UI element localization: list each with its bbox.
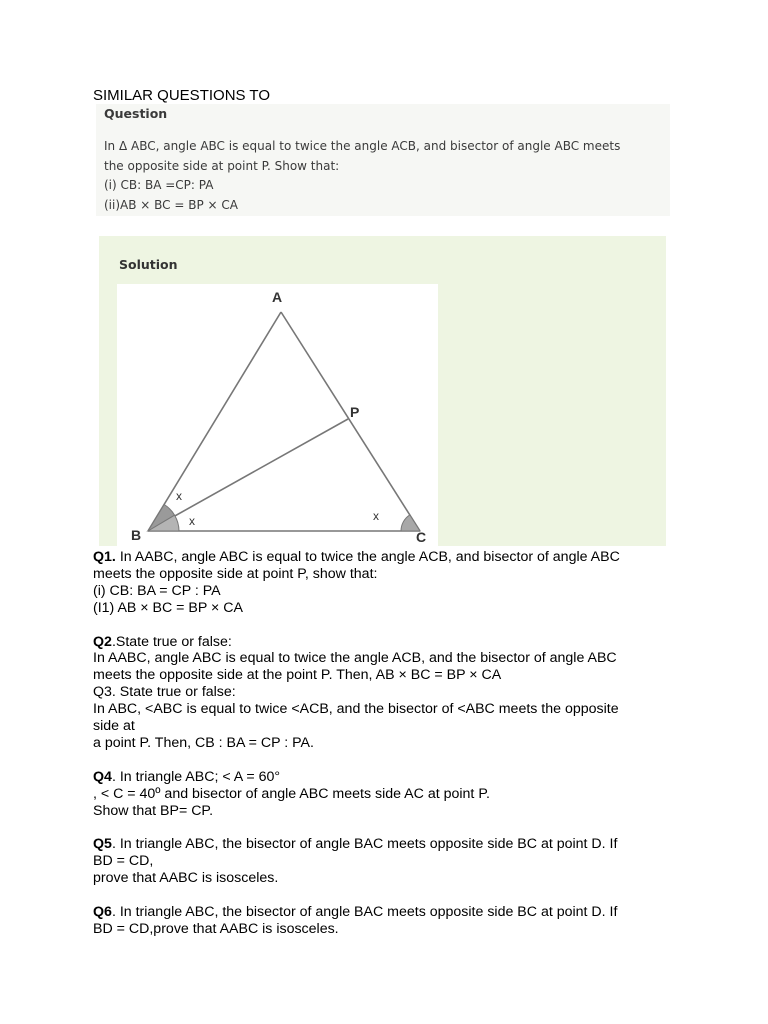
solution-image [99, 236, 666, 546]
question-line: (i) CB: BA =CP: PA [104, 178, 214, 192]
point-p-label: P [350, 404, 360, 420]
q4-text: . In triangle ABC; < A = 60° [111, 768, 281, 785]
q1-line [93, 549, 733, 566]
q3-line: side at [93, 718, 135, 735]
q4-line: Show that BP= CP. [93, 802, 214, 819]
question-text [104, 137, 670, 215]
vertex-a-label: A [272, 289, 283, 305]
q1-line: (i) CB: BA = CP : PA [93, 582, 221, 599]
q2-line: meets the opposite side at the point P. Then, AB × BC = BP × CA [93, 667, 502, 684]
q3-line: Q3. State true or false: [93, 684, 236, 701]
angle-x-label: x [176, 489, 182, 503]
q2-line: In AABC, angle ABC is equal to twice the angle ACB, and the bisector of angle ABC [93, 650, 617, 667]
vertex-b-label: B [131, 527, 142, 543]
question-title: Question [104, 106, 168, 121]
q4-number: Q4 [93, 768, 112, 785]
q5-number: Q5 [93, 836, 112, 853]
q4-line [93, 769, 733, 786]
q1-line: (I1) AB × BC = BP × CA [93, 599, 243, 616]
vertex-c-label: C [416, 529, 427, 545]
q6-text: . In triangle ABC, the bisector of angle BAC meets opposite side BC at point D. If [111, 903, 618, 920]
q1-text: In AABC, angle ABC is equal to twice the angle ACB, and bisector of angle ABC [115, 549, 620, 565]
similar-questions-list [93, 549, 733, 938]
q2-number: Q2 [93, 633, 112, 650]
side-ac [281, 312, 420, 531]
bisector-bp [148, 419, 348, 531]
q5-line [93, 836, 733, 853]
q3-line: a point P. Then, CB : BA = CP : PA. [93, 734, 314, 751]
question-image [96, 104, 670, 216]
page-heading: SIMILAR QUESTIONS TO [93, 87, 270, 104]
q6-line [93, 904, 733, 921]
angle-x-label: x [373, 509, 379, 523]
angle-x-label: x [189, 514, 195, 528]
q5-line: BD = CD, [93, 853, 154, 870]
q3-line: In ABC, <ABC is equal to twice <ACB, and the bisector of <ABC meets the opposite [93, 701, 619, 718]
question-line: In Δ ABC, angle ABC is equal to twice the angle ACB, and bisector of angle ABC meets [104, 139, 621, 153]
q2-line [93, 634, 733, 651]
question-line: the opposite side at point P. Show that: [104, 158, 340, 173]
q5-line: prove that AABC is isosceles. [93, 870, 279, 887]
q6-line: BD = CD,prove that AABC is isosceles. [93, 920, 339, 937]
q1-number: Q1. [93, 549, 116, 565]
solution-title: Solution [119, 257, 178, 272]
side-ab [148, 312, 281, 531]
q5-text: . In triangle ABC, the bisector of angle BAC meets opposite side BC at point D. If [111, 836, 618, 853]
triangle-figure [117, 284, 438, 546]
q2-text: .State true or false: [111, 633, 232, 650]
question-line: (ii)AB × BC = BP × CA [104, 197, 238, 212]
q4-line: , < C = 40º and bisector of angle ABC meets side AC at point P. [93, 785, 490, 802]
q1-line: meets the opposite side at point P, show that: [93, 565, 378, 582]
q6-number: Q6 [93, 903, 112, 920]
